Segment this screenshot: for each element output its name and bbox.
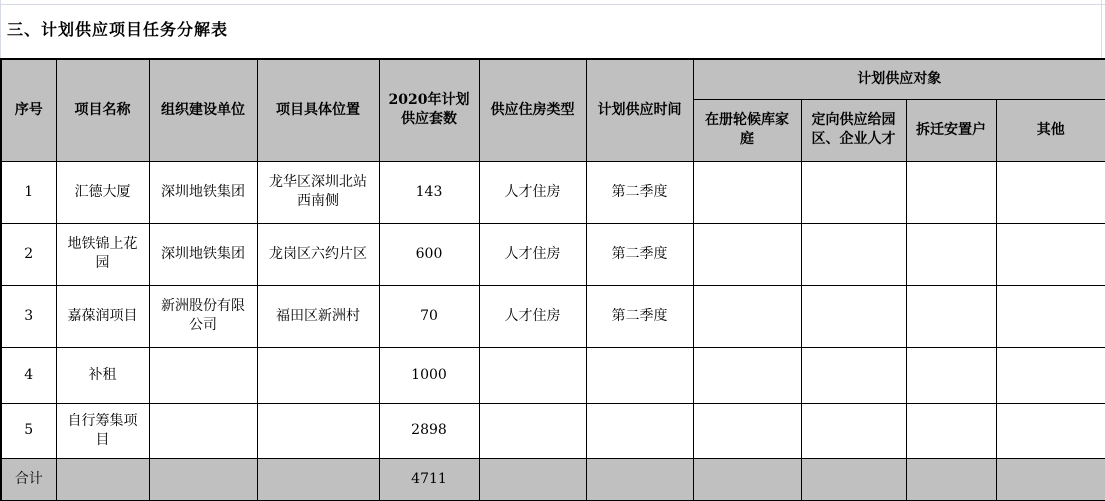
cell-target-resettlement xyxy=(906,285,996,347)
cell-target-other xyxy=(996,347,1105,403)
cell-org-unit xyxy=(149,347,257,403)
cell-target-resettlement xyxy=(906,161,996,223)
cell-target-other xyxy=(996,223,1105,285)
cell-target-registered xyxy=(693,403,801,458)
col-header-org-unit: 组织建设单位 xyxy=(149,59,257,161)
cell-org-unit: 深圳地铁集团 xyxy=(149,161,257,223)
cell-seq: 3 xyxy=(1,285,56,347)
cell-target-resettlement xyxy=(906,458,996,501)
cell-project-name: 自行筹集项目 xyxy=(56,403,149,458)
cell-location: 龙岗区六约片区 xyxy=(257,223,379,285)
cell-supply-time xyxy=(586,347,693,403)
cell-target-park-talent xyxy=(801,285,906,347)
cell-housing-type: 人才住房 xyxy=(479,161,586,223)
col-header-seq: 序号 xyxy=(1,59,56,161)
cell-target-park-talent xyxy=(801,458,906,501)
cell-housing-type xyxy=(479,458,586,501)
cell-planned-units: 70 xyxy=(379,285,479,347)
cell-target-other xyxy=(996,285,1105,347)
cell-seq: 4 xyxy=(1,347,56,403)
cell-project-name: 嘉葆润项目 xyxy=(56,285,149,347)
title-bar xyxy=(0,0,1105,58)
cell-seq: 2 xyxy=(1,223,56,285)
gridline-top xyxy=(0,4,1105,5)
cell-target-park-talent xyxy=(801,223,906,285)
cell-target-park-talent xyxy=(801,403,906,458)
table-row xyxy=(1,285,1105,347)
cell-target-resettlement xyxy=(906,347,996,403)
table-row xyxy=(1,223,1105,285)
col-header-target-park-talent: 定向供应给园区、企业人才 xyxy=(801,99,906,161)
col-header-supply-time: 计划供应时间 xyxy=(586,59,693,161)
cell-supply-time xyxy=(586,403,693,458)
cell-target-resettlement xyxy=(906,403,996,458)
col-header-planned-units: 2020年计划供应套数 xyxy=(379,59,479,161)
cell-planned-units: 1000 xyxy=(379,347,479,403)
cell-target-registered xyxy=(693,458,801,501)
cell-housing-type xyxy=(479,403,586,458)
cell-project-name xyxy=(56,458,149,501)
cell-location xyxy=(257,403,379,458)
cell-target-registered xyxy=(693,223,801,285)
table-header xyxy=(1,59,1105,161)
cell-target-registered xyxy=(693,161,801,223)
total-row xyxy=(1,458,1105,501)
cell-target-registered xyxy=(693,285,801,347)
col-header-supply-target-group: 计划供应对象 xyxy=(693,59,1105,99)
cell-planned-units: 143 xyxy=(379,161,479,223)
col-header-target-other: 其他 xyxy=(996,99,1105,161)
cell-location: 龙华区深圳北站西南侧 xyxy=(257,161,379,223)
cell-target-park-talent xyxy=(801,161,906,223)
cell-target-other xyxy=(996,161,1105,223)
cell-location: 福田区新洲村 xyxy=(257,285,379,347)
cell-target-other xyxy=(996,403,1105,458)
cell-total-units: 4711 xyxy=(379,458,479,501)
cell-location xyxy=(257,458,379,501)
cell-supply-time xyxy=(586,458,693,501)
table-row xyxy=(1,347,1105,403)
gridline-right xyxy=(1101,0,1102,58)
cell-project-name: 汇德大厦 xyxy=(56,161,149,223)
cell-org-unit: 新洲股份有限公司 xyxy=(149,285,257,347)
supply-plan-table xyxy=(0,58,1105,501)
col-header-target-resettlement: 拆迁安置户 xyxy=(906,99,996,161)
cell-supply-time: 第二季度 xyxy=(586,285,693,347)
col-header-housing-type: 供应住房类型 xyxy=(479,59,586,161)
cell-org-unit xyxy=(149,458,257,501)
cell-supply-time: 第二季度 xyxy=(586,223,693,285)
col-header-project-name: 项目名称 xyxy=(56,59,149,161)
cell-target-resettlement xyxy=(906,223,996,285)
cell-location xyxy=(257,347,379,403)
cell-housing-type: 人才住房 xyxy=(479,285,586,347)
cell-target-registered xyxy=(693,347,801,403)
cell-housing-type xyxy=(479,347,586,403)
cell-seq: 5 xyxy=(1,403,56,458)
cell-target-park-talent xyxy=(801,347,906,403)
cell-seq: 1 xyxy=(1,161,56,223)
cell-planned-units: 2898 xyxy=(379,403,479,458)
cell-project-name: 补租 xyxy=(56,347,149,403)
table-row xyxy=(1,161,1105,223)
cell-target-other xyxy=(996,458,1105,501)
cell-planned-units: 600 xyxy=(379,223,479,285)
cell-housing-type: 人才住房 xyxy=(479,223,586,285)
table-row xyxy=(1,403,1105,458)
gridline-left xyxy=(0,0,1,58)
cell-supply-time: 第二季度 xyxy=(586,161,693,223)
cell-project-name: 地铁锦上花园 xyxy=(56,223,149,285)
col-header-target-registered: 在册轮候库家庭 xyxy=(693,99,801,161)
cell-org-unit xyxy=(149,403,257,458)
cell-org-unit: 深圳地铁集团 xyxy=(149,223,257,285)
page-title: 三、计划供应项目任务分解表 xyxy=(7,20,229,39)
header-row-group xyxy=(1,59,1105,99)
col-header-location: 项目具体位置 xyxy=(257,59,379,161)
cell-total-label: 合计 xyxy=(1,458,56,501)
